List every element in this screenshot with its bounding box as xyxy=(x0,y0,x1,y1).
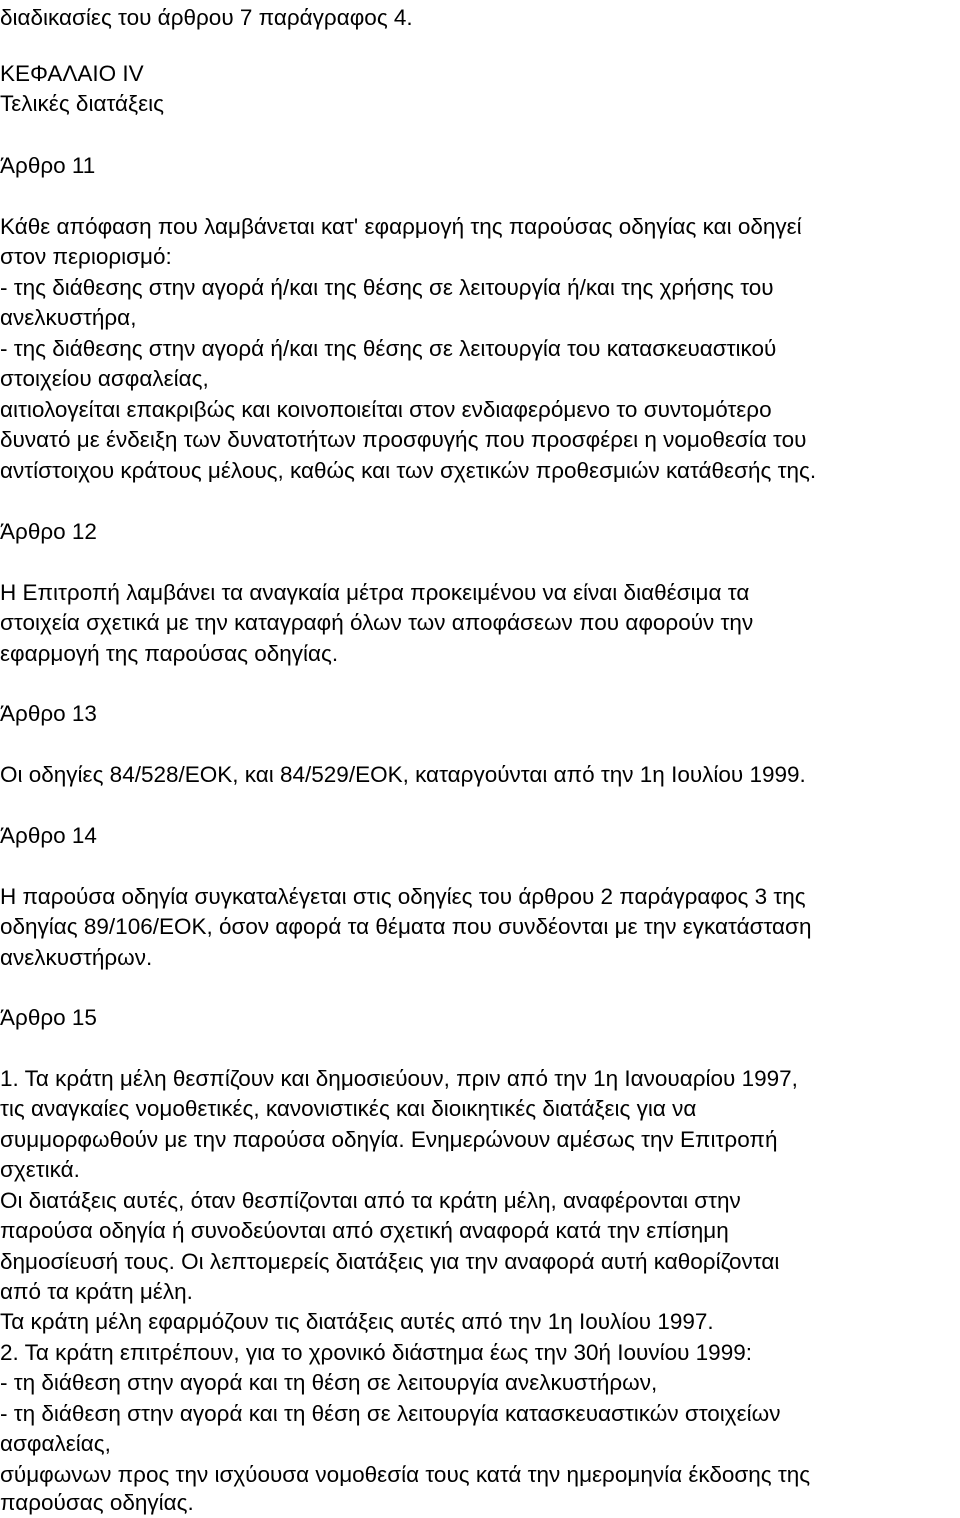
text-line: - της διάθεσης στην αγορά ή/και της θέσης σε λειτουργία του κατασκευαστικού xyxy=(0,336,777,361)
article-heading: Άρθρο 13 xyxy=(0,701,97,726)
text-line: - της διάθεσης στην αγορά ή/και της θέσης σε λειτουργία ή/και της χρήσης του xyxy=(0,275,774,300)
text-line: στοιχεία σχετικά με την καταγραφή όλων των αποφάσεων που αφορούν την xyxy=(0,610,754,635)
text-line: από τα κράτη μέλη. xyxy=(0,1279,193,1304)
text-line: τις αναγκαίες νομοθετικές, κανονιστικές και διοικητικές διατάξεις για να xyxy=(0,1096,697,1121)
chapter-subtitle: Τελικές διατάξεις xyxy=(0,91,164,116)
text-line: Κάθε απόφαση που λαμβάνεται κατ' εφαρμογή της παρούσας οδηγίας και οδηγεί xyxy=(0,214,802,239)
text-line: διαδικασίες του άρθρου 7 παράγραφος 4. xyxy=(0,5,413,30)
text-line: δημοσίευσή τους. Οι λεπτομερείς διατάξεις για την αναφορά αυτή καθορίζονται xyxy=(0,1249,780,1274)
text-line: αντίστοιχου κράτους μέλους, καθώς και των σχετικών προθεσμιών κατάθεσής της. xyxy=(0,458,817,483)
text-line: εφαρμογή της παρούσας οδηγίας. xyxy=(0,641,339,666)
text-line: συμμορφωθούν με την παρούσα οδηγία. Ενημερώνουν αμέσως την Επιτροπή xyxy=(0,1127,778,1152)
text-line: ασφαλείας, xyxy=(0,1431,111,1456)
text-line: ανελκυστήρα, xyxy=(0,305,137,330)
text-line: Η παρούσα οδηγία συγκαταλέγεται στις οδηγίες του άρθρου 2 παράγραφος 3 της xyxy=(0,884,806,909)
article-heading: Άρθρο 11 xyxy=(0,153,96,178)
text-line: - τη διάθεση στην αγορά και τη θέση σε λειτουργία κατασκευαστικών στοιχείων xyxy=(0,1401,781,1426)
text-line: οδηγίας 89/106/ΕΟΚ, όσον αφορά τα θέματα που συνδέονται με την εγκατάσταση xyxy=(0,914,812,939)
text-line: σχετικά. xyxy=(0,1157,80,1182)
text-line: - τη διάθεση στην αγορά και τη θέση σε λειτουργία ανελκυστήρων, xyxy=(0,1370,658,1395)
article-heading: Άρθρο 14 xyxy=(0,823,97,848)
text-line: ανελκυστήρων. xyxy=(0,945,153,970)
text-line: 1. Τα κράτη μέλη θεσπίζουν και δημοσιεύουν, πριν από την 1η Ιανουαρίου 1997, xyxy=(0,1066,798,1091)
text-line: 2. Τα κράτη επιτρέπουν, για το χρονικό διάστημα έως την 30ή Ιουνίου 1999: xyxy=(0,1340,752,1365)
text-line: στον περιορισμό: xyxy=(0,244,172,269)
text-line: Τα κράτη μέλη εφαρμόζουν τις διατάξεις αυτές από την 1η Ιουλίου 1997. xyxy=(0,1309,714,1334)
text-line: Η Επιτροπή λαμβάνει τα αναγκαία μέτρα προκειμένου να είναι διαθέσιμα τα xyxy=(0,580,750,605)
text-line: αιτιολογείται επακριβώς και κοινοποιείται στον ενδιαφερόμενο το συντομότερο xyxy=(0,397,772,422)
chapter-title: ΚΕΦΑΛΑΙΟ IV xyxy=(0,61,144,86)
text-line: δυνατό με ένδειξη των δυνατοτήτων προσφυγής που προσφέρει η νομοθεσία του xyxy=(0,427,807,452)
text-line: Οι διατάξεις αυτές, όταν θεσπίζονται από τα κράτη μέλη, αναφέρονται στην xyxy=(0,1188,741,1213)
article-heading: Άρθρο 15 xyxy=(0,1005,97,1030)
article-heading: Άρθρο 12 xyxy=(0,519,97,544)
text-line: Οι οδηγίες 84/528/ΕΟΚ, και 84/529/ΕΟΚ, καταργούνται από την 1η Ιουλίου 1999. xyxy=(0,762,806,787)
text-line: παρούσα οδηγία ή συνοδεύονται από σχετική αναφορά κατά την επίσημη xyxy=(0,1218,729,1243)
text-line: παρούσας οδηγίας. xyxy=(0,1490,194,1515)
text-line: σύμφωνων προς την ισχύουσα νομοθεσία τους κατά την ημερομηνία έκδοσης της xyxy=(0,1462,811,1487)
text-line: στοιχείου ασφαλείας, xyxy=(0,366,209,391)
